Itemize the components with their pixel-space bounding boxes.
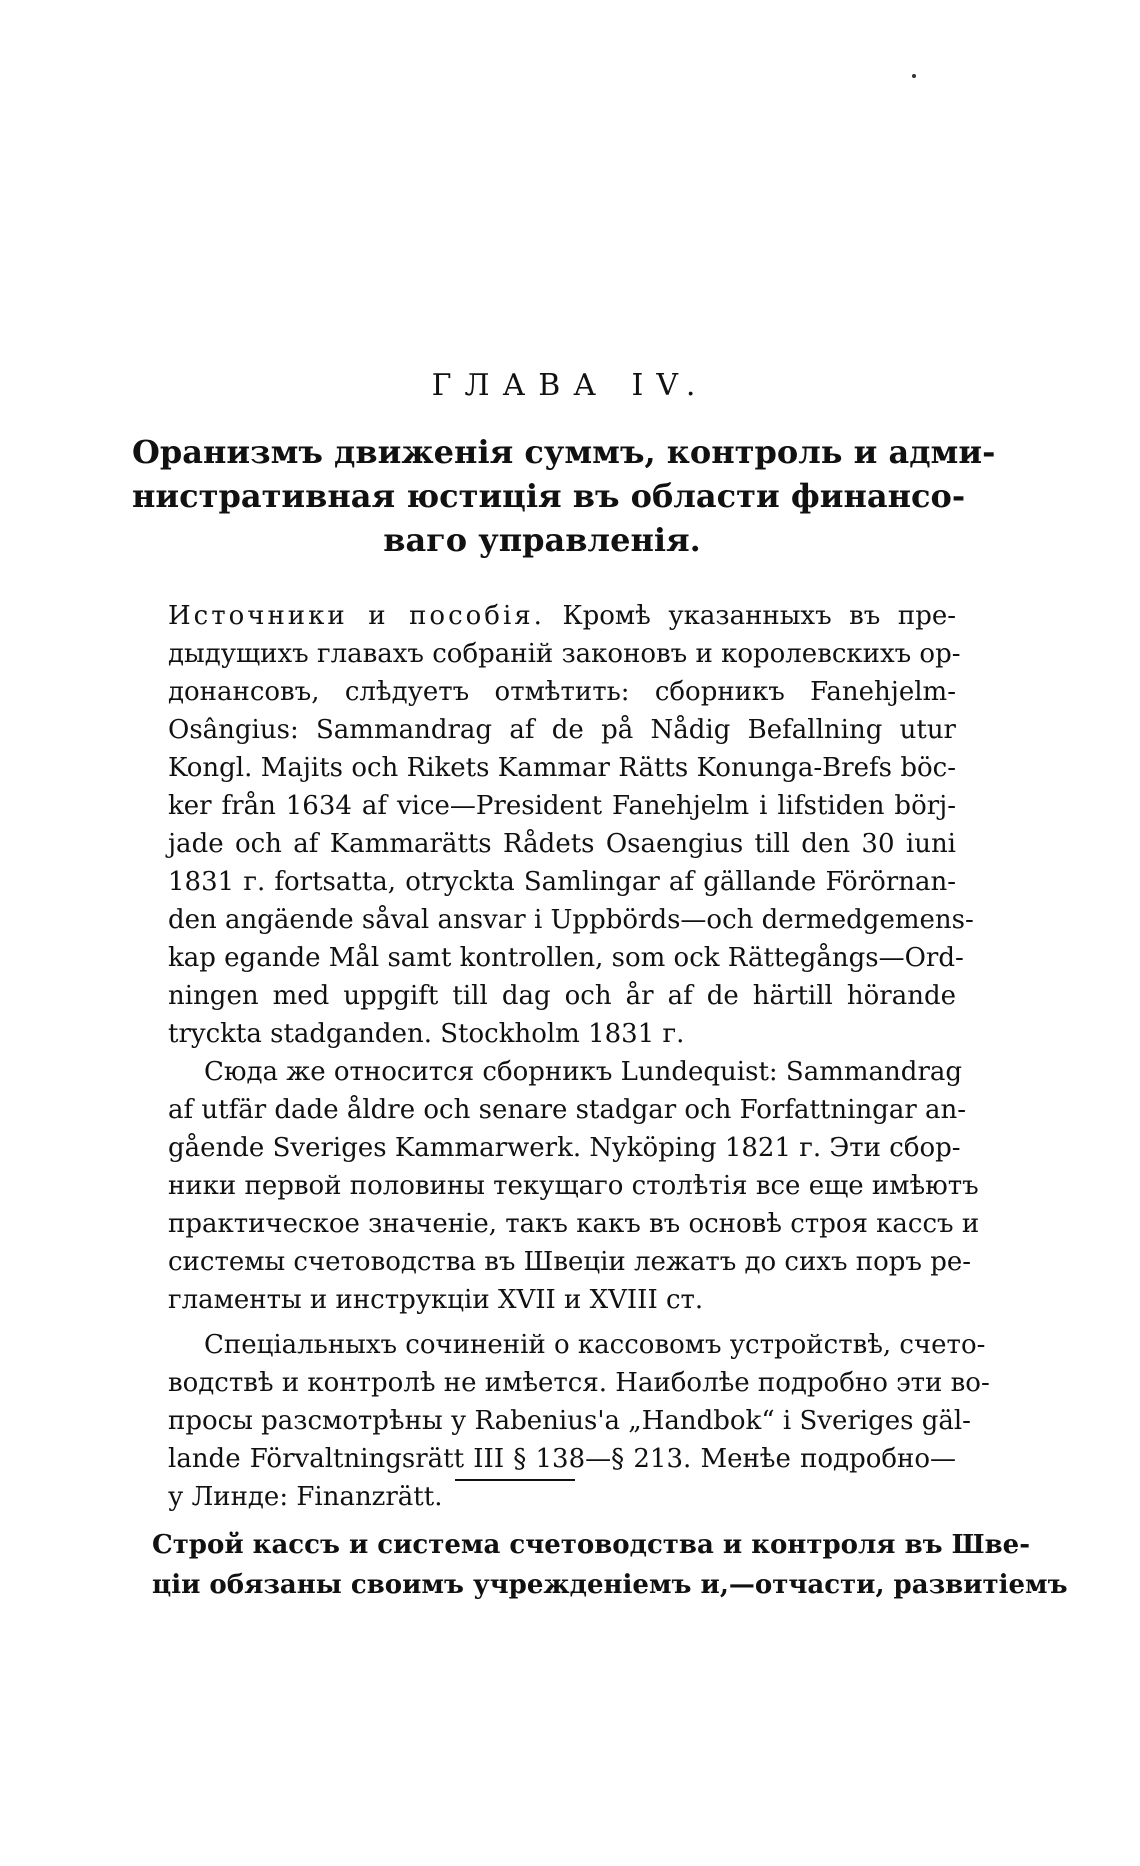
text-line: ningen med uppgift till dag och år af de härtill hörande [168,981,956,1011]
text-line: Kongl. Majits och Rikets Kammar Rätts Konunga-Brefs böc- [168,753,956,783]
text-line: гламенты и инструкціи XVII и XVIII ст. [168,1285,704,1315]
title-line: нистративная юстиція въ области финансо- [132,477,966,515]
text-line: den angäende såval ansvar i Uppbörds—och dermedgemens- [168,905,974,935]
text-line: ker från 1634 af vice—President Fanehjelm i lifstiden börj- [168,791,956,821]
text-line: Спеціальныхъ сочиненій о кассовомъ устройствѣ, счето- [204,1330,986,1360]
text-line: практическое значеніе, такъ какъ въ основѣ строя кассъ и [168,1209,980,1239]
text-line: ціи обязаны своимъ учрежденіемъ и,—отчасти, развитіемъ [152,1570,1068,1600]
sources-section [168,597,990,1516]
text-line: af utfär dade åldre och senare stadgar och Forfattningar an- [168,1095,967,1125]
text-line: системы счетоводства въ Швеціи лежатъ до сихъ поръ ре- [168,1247,972,1277]
text-line: 1831 г. fortsatta, otryckta Samlingar af gällande Förörnan- [168,867,956,897]
text-line: lande Förvaltningsrätt III § 138—§ 213. Менѣе подробно— [168,1444,956,1474]
sources-label: Источники и пособія. [168,601,545,631]
text-line: gående Sveriges Kammarwerk. Nyköping 1821 г. Эти сбор- [168,1133,961,1163]
chapter-title [132,430,996,562]
text-line: у Линде: Finanzrätt. [168,1482,443,1512]
text-line: дыдущихъ главахъ собраній законовъ и королевскихъ ор- [168,639,961,669]
chapter-number: ГЛАВА IV. [431,368,709,403]
text-line: Osângius: Sammandrag af de på Nådig Befallning utur [168,715,956,745]
text-line: Строй кассъ и система счетоводства и контроля въ Шве- [152,1530,1030,1560]
text-line: ники первой половины текущаго столѣтія все еще имѣютъ [168,1171,979,1201]
title-line: Оранизмъ движенія суммъ, контроль и адми- [132,433,996,471]
speck [912,74,916,78]
text-line: kap egande Mål samt kontrollen, som ock Rättegångs—Ord- [168,943,964,973]
text-line: tryckta stadganden. Stockholm 1831 г. [168,1019,685,1049]
text-line [168,597,956,635]
closing-paragraph [152,1525,1068,1605]
text-line: просы разсмотрѣны у Rabenius'a „Handbok“ i Sveriges gäl- [168,1406,971,1436]
section-divider [455,1479,575,1481]
text-line: Сюда же относится сборникъ Lundequist: Sammandrag [204,1057,963,1087]
text-line: водствѣ и контролѣ не имѣется. Наиболѣе подробно эти во- [168,1368,990,1398]
text-line: донансовъ, слѣдуетъ отмѣтить: сборникъ Fanehjelm- [168,677,956,707]
text-line: jade och af Kammarätts Rådets Osaengius till den 30 iuni [168,829,956,859]
title-line: ваго управленія. [383,521,701,559]
sources-first-line: Кромѣ указанныхъ въ пре- [562,601,957,631]
